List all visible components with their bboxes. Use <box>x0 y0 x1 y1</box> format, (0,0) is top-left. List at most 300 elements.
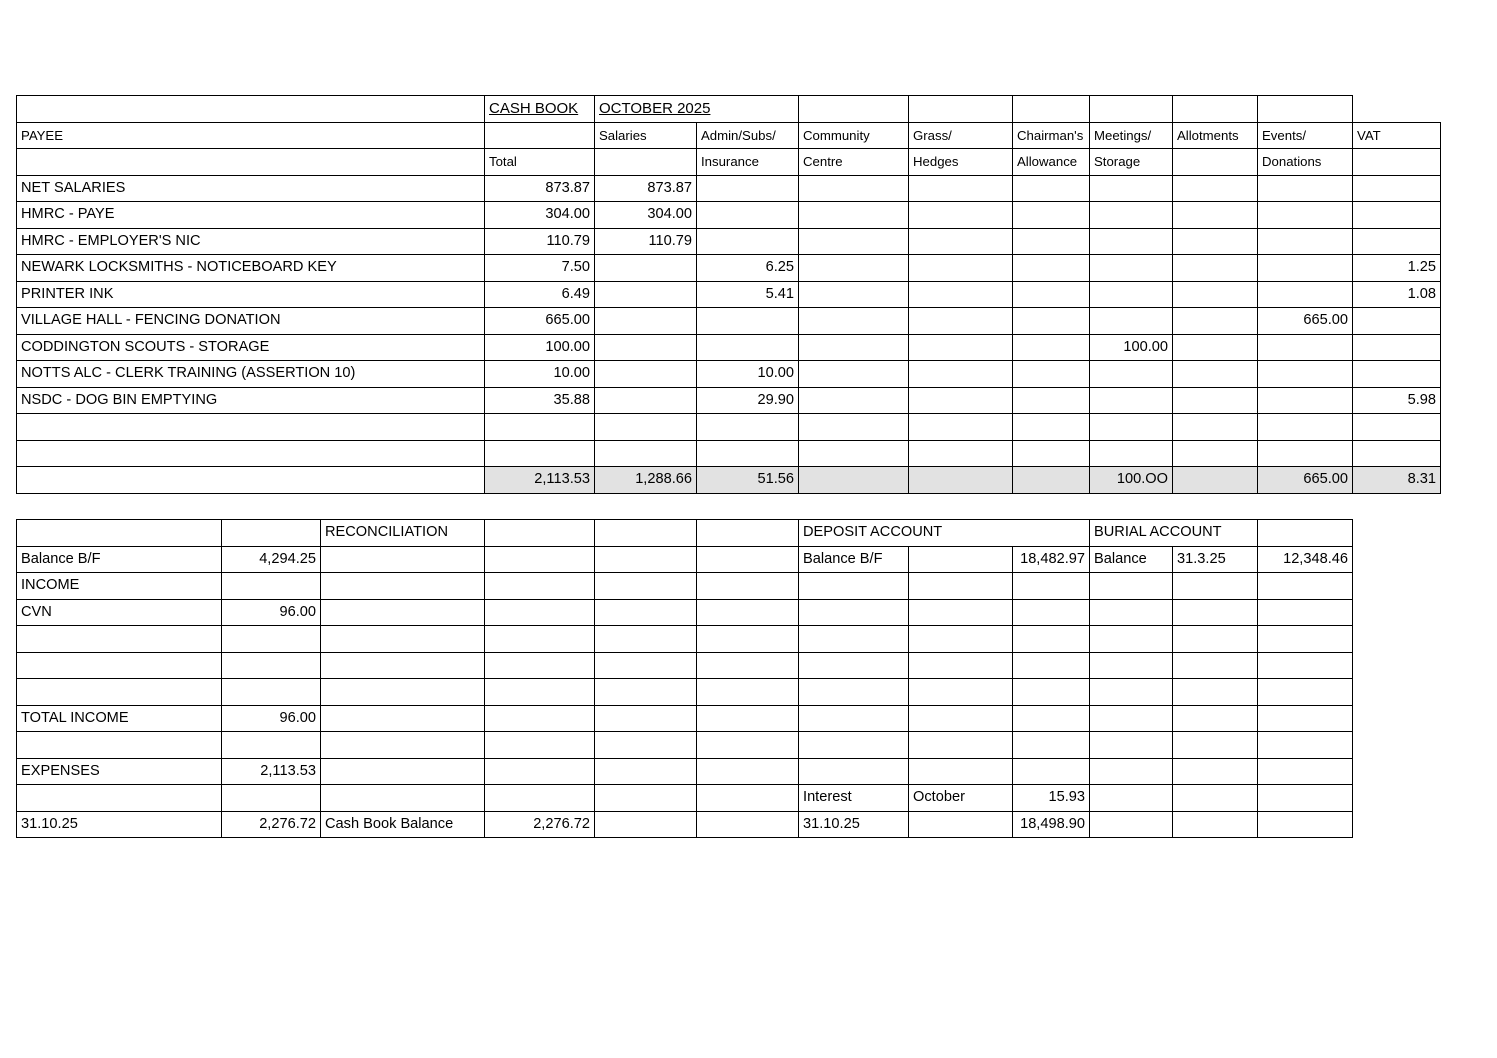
income-item-label <box>17 679 222 706</box>
cell-meetings <box>1090 308 1173 335</box>
blank-cell <box>1090 732 1173 759</box>
cell-admin <box>697 228 799 255</box>
cell-chairman <box>1013 175 1090 202</box>
cash-book-balance-label: Cash Book Balance <box>321 811 485 838</box>
spacer-cell <box>222 493 321 520</box>
cell-admin: 5.41 <box>697 281 799 308</box>
recon-blank-al <box>697 758 799 785</box>
deposit-blank-e <box>799 599 909 626</box>
recon-blank-ad <box>697 679 799 706</box>
blank-row <box>17 732 1441 759</box>
cell-total: 304.00 <box>485 202 595 229</box>
blank-cell <box>697 732 799 759</box>
cell-total: 110.79 <box>485 228 595 255</box>
income-item-label: CVN <box>17 599 222 626</box>
cell-meetings <box>1090 175 1173 202</box>
deposit-blank-i <box>909 626 1013 653</box>
income-item-label <box>17 626 222 653</box>
title-pad-5 <box>1173 96 1258 123</box>
deposit-blank-u <box>909 758 1013 785</box>
burial-blank-v <box>1090 785 1173 812</box>
cell-salaries <box>595 255 697 282</box>
income-item-value: 96.00 <box>222 599 321 626</box>
totals-row <box>17 467 1441 494</box>
cell-payee: HMRC - PAYE <box>17 202 485 229</box>
deposit-balance-bf-label: Balance B/F <box>799 546 909 573</box>
deposit-interest-label: Interest <box>799 785 909 812</box>
header-grass-top: Grass/ <box>909 122 1013 149</box>
blank-cell <box>17 785 222 812</box>
cell-chairman <box>1013 202 1090 229</box>
section-spacer <box>17 493 1441 520</box>
burial-blank-k <box>1173 652 1258 679</box>
cell-total: 100.00 <box>485 334 595 361</box>
blank-cell <box>595 785 697 812</box>
cell-grass <box>909 387 1013 414</box>
recon-blank-m <box>595 573 697 600</box>
spacer-cell <box>909 493 1013 520</box>
recon-blank-an <box>697 811 799 838</box>
cell-grass <box>909 228 1013 255</box>
table-row[interactable] <box>17 175 1441 202</box>
recon-blank-a <box>17 520 222 547</box>
burial-blank-s <box>1090 758 1173 785</box>
recon-blank-y <box>595 652 697 679</box>
blank-cell <box>799 732 909 759</box>
cell-chairman <box>1013 308 1090 335</box>
burial-blank-r <box>1258 705 1353 732</box>
income-label: INCOME <box>17 573 222 600</box>
deposit-closing-date: 31.10.25 <box>799 811 909 838</box>
burial-blank-l <box>1258 652 1353 679</box>
cell-vat <box>1353 228 1441 255</box>
cell-community <box>799 202 909 229</box>
cash-book-balance-value: 2,276.72 <box>485 811 595 838</box>
recon-blank-q <box>595 599 697 626</box>
deposit-blank-o <box>909 679 1013 706</box>
burial-blank-m <box>1090 679 1173 706</box>
recon-blank-af <box>485 705 595 732</box>
recon-blank-v <box>697 626 799 653</box>
recon-blank-ag <box>595 705 697 732</box>
recon-blank-o <box>321 599 485 626</box>
header-payee-sub <box>17 149 485 176</box>
cell-events <box>1258 387 1353 414</box>
cell-admin: 29.90 <box>697 387 799 414</box>
cell-community <box>799 387 909 414</box>
header-events-top: Events/ <box>1258 122 1353 149</box>
cell-meetings <box>1090 440 1173 467</box>
cell-salaries: 110.79 <box>595 228 697 255</box>
header-meetings-bottom: Storage <box>1090 149 1173 176</box>
burial-blank-f <box>1258 599 1353 626</box>
cell-allotments <box>1173 228 1258 255</box>
table-row[interactable] <box>17 255 1441 282</box>
title-row <box>17 96 1441 123</box>
recon-blank-w <box>321 652 485 679</box>
cell-allotments <box>1173 387 1258 414</box>
recon-blank-f <box>1258 520 1353 547</box>
balance-bf-row <box>17 546 1441 573</box>
cell-admin <box>697 202 799 229</box>
cell-meetings <box>1090 255 1173 282</box>
recon-blank-n <box>697 573 799 600</box>
cell-community <box>799 308 909 335</box>
header-grass-bottom: Hedges <box>909 149 1013 176</box>
spacer-cell <box>799 493 909 520</box>
cell-vat <box>1353 440 1441 467</box>
cell-chairman <box>1013 334 1090 361</box>
header-meetings-top: Meetings/ <box>1090 122 1173 149</box>
deposit-blank-f <box>909 599 1013 626</box>
cell-events: 665.00 <box>1258 308 1353 335</box>
deposit-blank-a <box>909 546 1013 573</box>
burial-balance-label: Balance <box>1090 546 1173 573</box>
deposit-blank-r <box>909 705 1013 732</box>
title-pad-1 <box>799 96 909 123</box>
totals-events: 665.00 <box>1258 467 1353 494</box>
header-allotments-top: Allotments <box>1173 122 1258 149</box>
totals-community <box>799 467 909 494</box>
reconciliation-heading-row <box>17 520 1441 547</box>
cell-community <box>799 255 909 282</box>
column-header-row-top <box>17 122 1441 149</box>
cell-grass <box>909 281 1013 308</box>
spacer-cell <box>1258 493 1353 520</box>
total-income-row <box>17 705 1441 732</box>
header-allotments-bottom <box>1173 149 1258 176</box>
spacer-cell <box>1013 493 1090 520</box>
deposit-blank-g <box>1013 599 1090 626</box>
cell-total: 7.50 <box>485 255 595 282</box>
recon-blank-g <box>321 546 485 573</box>
cell-salaries: 304.00 <box>595 202 697 229</box>
blank-cell <box>485 732 595 759</box>
cell-meetings <box>1090 361 1173 388</box>
cell-salaries <box>595 334 697 361</box>
cell-payee: VILLAGE HALL - FENCING DONATION <box>17 308 485 335</box>
recon-blank-i <box>595 546 697 573</box>
cell-admin <box>697 414 799 441</box>
cell-salaries <box>595 440 697 467</box>
header-admin-top: Admin/Subs/ <box>697 122 799 149</box>
burial-blank-g <box>1090 626 1173 653</box>
cell-vat <box>1353 361 1441 388</box>
income-item-row[interactable] <box>17 679 1441 706</box>
cell-admin <box>697 334 799 361</box>
cell-chairman <box>1013 361 1090 388</box>
burial-blank-n <box>1173 679 1258 706</box>
recon-blank-aj <box>485 758 595 785</box>
spacer-cell <box>595 493 697 520</box>
recon-blank-h <box>485 546 595 573</box>
deposit-blank-n <box>799 679 909 706</box>
table-row[interactable] <box>17 387 1441 414</box>
blank-cell <box>321 785 485 812</box>
cell-events <box>1258 202 1353 229</box>
burial-blank-u <box>1258 758 1353 785</box>
cell-community <box>799 175 909 202</box>
cell-vat <box>1353 414 1441 441</box>
cell-salaries <box>595 414 697 441</box>
recon-blank-r <box>697 599 799 626</box>
recon-blank-x <box>485 652 595 679</box>
recon-blank-b <box>222 520 321 547</box>
cell-events <box>1258 440 1353 467</box>
cell-vat <box>1353 202 1441 229</box>
recon-blank-e <box>697 520 799 547</box>
totals-total: 2,113.53 <box>485 467 595 494</box>
recon-blank-p <box>485 599 595 626</box>
reconciliation-heading: RECONCILIATION <box>321 520 485 547</box>
deposit-blank-k <box>799 652 909 679</box>
cell-chairman <box>1013 281 1090 308</box>
recon-blank-d <box>595 520 697 547</box>
cell-community <box>799 361 909 388</box>
blank-cell <box>222 732 321 759</box>
cell-salaries: 873.87 <box>595 175 697 202</box>
deposit-interest-month: October <box>909 785 1013 812</box>
title-pad-6 <box>1258 96 1353 123</box>
burial-blank-aa <box>1258 811 1353 838</box>
cell-events <box>1258 228 1353 255</box>
cell-total <box>485 414 595 441</box>
cell-events <box>1258 334 1353 361</box>
cell-grass <box>909 308 1013 335</box>
recon-blank-j <box>697 546 799 573</box>
deposit-blank-d <box>1013 573 1090 600</box>
totals-allotments <box>1173 467 1258 494</box>
recon-blank-ac <box>595 679 697 706</box>
totals-grass <box>909 467 1013 494</box>
cell-meetings <box>1090 228 1173 255</box>
recon-closing-value: 2,276.72 <box>222 811 321 838</box>
recon-blank-ah <box>697 705 799 732</box>
cell-meetings <box>1090 387 1173 414</box>
cell-allotments <box>1173 440 1258 467</box>
burial-blank-p <box>1090 705 1173 732</box>
table-row[interactable] <box>17 202 1441 229</box>
blank-cell <box>1173 732 1258 759</box>
cell-events <box>1258 255 1353 282</box>
title-pad-3 <box>1013 96 1090 123</box>
deposit-blank-p <box>1013 679 1090 706</box>
cell-grass <box>909 202 1013 229</box>
blank-cell <box>17 732 222 759</box>
cell-meetings <box>1090 202 1173 229</box>
table-row[interactable] <box>17 281 1441 308</box>
cell-payee <box>17 414 485 441</box>
closing-row <box>17 811 1441 838</box>
recon-blank-ak <box>595 758 697 785</box>
income-item-value <box>222 626 321 653</box>
cell-allotments <box>1173 361 1258 388</box>
cash-book-title: CASH BOOK <box>485 96 595 123</box>
cell-chairman <box>1013 228 1090 255</box>
cell-community <box>799 440 909 467</box>
title-pad-2 <box>909 96 1013 123</box>
table-row[interactable] <box>17 228 1441 255</box>
deposit-blank-q <box>799 705 909 732</box>
recon-blank-z <box>697 652 799 679</box>
column-header-row-bottom <box>17 149 1441 176</box>
recon-blank-aa <box>321 679 485 706</box>
deposit-interest-value: 15.93 <box>1013 785 1090 812</box>
cell-total: 873.87 <box>485 175 595 202</box>
recon-balance-bf-value: 4,294.25 <box>222 546 321 573</box>
cell-allotments <box>1173 281 1258 308</box>
cell-community <box>799 334 909 361</box>
cell-vat <box>1353 334 1441 361</box>
income-blank-value <box>222 573 321 600</box>
spacer-cell <box>1173 493 1258 520</box>
income-item-value <box>222 652 321 679</box>
recon-blank-c <box>485 520 595 547</box>
deposit-closing-value: 18,498.90 <box>1013 811 1090 838</box>
income-item-value <box>222 679 321 706</box>
income-item-row[interactable] <box>17 626 1441 653</box>
cell-admin: 10.00 <box>697 361 799 388</box>
cell-payee <box>17 440 485 467</box>
recon-closing-date: 31.10.25 <box>17 811 222 838</box>
cell-salaries <box>595 387 697 414</box>
deposit-blank-l <box>909 652 1013 679</box>
table-row[interactable] <box>17 440 1441 467</box>
cell-community <box>799 414 909 441</box>
cell-payee: PRINTER INK <box>17 281 485 308</box>
cell-vat: 1.25 <box>1353 255 1441 282</box>
burial-blank-c <box>1258 573 1353 600</box>
totals-chairman <box>1013 467 1090 494</box>
spacer-cell <box>485 493 595 520</box>
blank-cell <box>222 785 321 812</box>
cell-chairman <box>1013 440 1090 467</box>
income-item-row[interactable] <box>17 652 1441 679</box>
cell-events <box>1258 281 1353 308</box>
blank-cell <box>1013 732 1090 759</box>
header-admin-bottom: Insurance <box>697 149 799 176</box>
cell-total: 10.00 <box>485 361 595 388</box>
recon-balance-bf-label: Balance B/F <box>17 546 222 573</box>
recon-blank-l <box>485 573 595 600</box>
cell-events <box>1258 175 1353 202</box>
cell-payee: NET SALARIES <box>17 175 485 202</box>
burial-blank-z <box>1173 811 1258 838</box>
cell-grass <box>909 414 1013 441</box>
spacer-cell <box>321 493 485 520</box>
recon-blank-am <box>595 811 697 838</box>
expenses-label: EXPENSES <box>17 758 222 785</box>
income-heading-row <box>17 573 1441 600</box>
recon-blank-t <box>485 626 595 653</box>
cell-vat <box>1353 308 1441 335</box>
deposit-balance-bf-value: 18,482.97 <box>1013 546 1090 573</box>
cell-allotments <box>1173 308 1258 335</box>
table-row[interactable] <box>17 308 1441 335</box>
blank-cell <box>909 732 1013 759</box>
spacer-cell <box>17 493 222 520</box>
cell-grass <box>909 255 1013 282</box>
cell-meetings: 100.00 <box>1090 334 1173 361</box>
income-item-row[interactable] <box>17 599 1441 626</box>
period-title: OCTOBER 2025 <box>595 96 799 123</box>
cell-vat: 1.08 <box>1353 281 1441 308</box>
cell-salaries <box>595 281 697 308</box>
recon-blank-k <box>321 573 485 600</box>
burial-account-heading: BURIAL ACCOUNT <box>1090 520 1258 547</box>
burial-blank-i <box>1258 626 1353 653</box>
blank-cell <box>697 785 799 812</box>
deposit-account-heading: DEPOSIT ACCOUNT <box>799 520 1090 547</box>
expenses-value: 2,113.53 <box>222 758 321 785</box>
cash-book-table <box>16 95 1441 838</box>
deposit-blank-m <box>1013 652 1090 679</box>
table-row[interactable] <box>17 334 1441 361</box>
burial-blank-d <box>1090 599 1173 626</box>
cell-payee: NOTTS ALC - CLERK TRAINING (ASSERTION 10) <box>17 361 485 388</box>
header-payee: PAYEE <box>17 122 485 149</box>
header-community-bottom: Centre <box>799 149 909 176</box>
cell-chairman <box>1013 387 1090 414</box>
header-chairman-bottom: Allowance <box>1013 149 1090 176</box>
cell-vat: 5.98 <box>1353 387 1441 414</box>
cell-grass <box>909 440 1013 467</box>
deposit-blank-v <box>1013 758 1090 785</box>
burial-balance-value: 12,348.46 <box>1258 546 1353 573</box>
totals-vat: 8.31 <box>1353 467 1441 494</box>
cell-payee: NEWARK LOCKSMITHS - NOTICEBOARD KEY <box>17 255 485 282</box>
deposit-blank-w <box>909 811 1013 838</box>
cell-allotments <box>1173 414 1258 441</box>
cell-events <box>1258 361 1353 388</box>
cell-total: 35.88 <box>485 387 595 414</box>
burial-blank-x <box>1258 785 1353 812</box>
cell-total: 6.49 <box>485 281 595 308</box>
title-blank-cell <box>17 96 485 123</box>
total-income-value: 96.00 <box>222 705 321 732</box>
spacer-cell <box>697 493 799 520</box>
spacer-cell <box>1090 493 1173 520</box>
cell-payee: CODDINGTON SCOUTS - STORAGE <box>17 334 485 361</box>
deposit-blank-b <box>799 573 909 600</box>
recon-blank-ai <box>321 758 485 785</box>
header-chairman-top: Chairman's <box>1013 122 1090 149</box>
cell-vat <box>1353 175 1441 202</box>
table-row[interactable] <box>17 361 1441 388</box>
table-row[interactable] <box>17 414 1441 441</box>
deposit-blank-h <box>799 626 909 653</box>
cell-grass <box>909 334 1013 361</box>
header-vat-bottom <box>1353 149 1441 176</box>
burial-blank-t <box>1173 758 1258 785</box>
cell-grass <box>909 175 1013 202</box>
header-total-bottom: Total <box>485 149 595 176</box>
recon-blank-s <box>321 626 485 653</box>
cell-salaries <box>595 308 697 335</box>
blank-cell <box>595 732 697 759</box>
cell-payee: HMRC - EMPLOYER'S NIC <box>17 228 485 255</box>
cell-meetings <box>1090 414 1173 441</box>
cell-meetings <box>1090 281 1173 308</box>
recon-blank-u <box>595 626 697 653</box>
total-income-label: TOTAL INCOME <box>17 705 222 732</box>
cell-chairman <box>1013 255 1090 282</box>
header-total-top <box>485 122 595 149</box>
blank-cell <box>485 785 595 812</box>
cell-allotments <box>1173 334 1258 361</box>
header-salaries-top: Salaries <box>595 122 697 149</box>
cell-allotments <box>1173 175 1258 202</box>
